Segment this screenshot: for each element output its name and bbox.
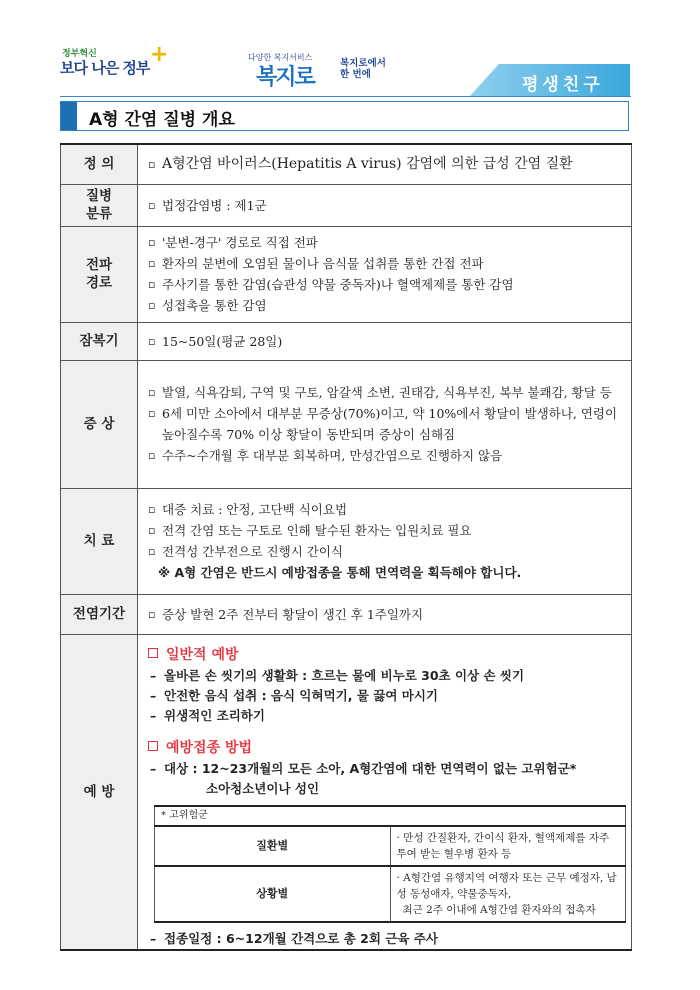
disease-label: 질환별 bbox=[155, 826, 391, 866]
page-title: A형 간염 질병 개요 bbox=[89, 110, 235, 130]
contagious-text: ▫ 증상 발현 2주 전부터 황달이 생긴 후 1주일까지 bbox=[148, 604, 621, 625]
square-bullet-icon bbox=[148, 648, 158, 658]
row-content-treatment bbox=[138, 488, 632, 594]
list-item: – 위생적인 조리하기 bbox=[150, 707, 265, 723]
list-item: ▫ 환자의 분변에 오염된 물이나 음식물 섭취를 통한 간접 전파 bbox=[148, 253, 621, 274]
gov-innovation-logo bbox=[60, 42, 170, 90]
table-row bbox=[61, 594, 632, 634]
list-item: ▫ 전격 간염 또는 구토로 인해 탈수된 환자는 입원치료 필요 bbox=[148, 520, 621, 541]
row-label-transmission: 전파 경로 bbox=[61, 226, 138, 322]
row-label-definition: 정 의 bbox=[61, 144, 138, 184]
bokjiro-logo bbox=[248, 52, 408, 92]
plus-icon: + bbox=[150, 42, 169, 67]
row-content-definition bbox=[138, 144, 632, 184]
list-item: ▫ 6세 미만 소아에서 대부분 무증상(70%)이고, 약 10%에서 황달이 발생하나, 연령이 높아질수록 70% 이상 황달이 동반되며 증상이 심해짐 bbox=[148, 403, 621, 445]
logo2-side-text: 복지로에서 한 번에 bbox=[340, 58, 386, 80]
general-prevention-heading: 일반적 예방 bbox=[148, 645, 621, 666]
row-content-transmission bbox=[138, 226, 632, 322]
logo2-tagline: 다양한 복지서비스 bbox=[248, 53, 313, 62]
table-row bbox=[61, 322, 632, 360]
row-label-contagious-period: 전염기간 bbox=[61, 594, 138, 634]
classification-text: ▫ 법정감염병 : 제1군 bbox=[148, 195, 621, 216]
disease-text: · 만성 간질환자, 간이식 환자, 혈액제제를 자주 투여 받는 혈우병 환자 등 bbox=[390, 826, 626, 866]
list-item: ▫ 전격성 간부전으로 진행시 간이식 bbox=[148, 541, 621, 562]
logo1-small-text: 정부혁신 bbox=[62, 49, 97, 59]
row-label-incubation: 잠복기 bbox=[61, 322, 138, 360]
vaccination-target: – 대상 : 12~23개월의 모든 소아, A형간염에 대한 면역력이 없는 고위험군* bbox=[150, 760, 577, 776]
table-row bbox=[61, 184, 632, 226]
table-row bbox=[61, 634, 632, 950]
table-row bbox=[61, 144, 632, 184]
row-content-prevention bbox=[138, 634, 632, 950]
title-accent-bar bbox=[61, 102, 77, 130]
row-content-symptoms bbox=[138, 360, 632, 488]
high-risk-group-table bbox=[154, 805, 626, 923]
square-bullet-icon bbox=[148, 741, 158, 751]
row-label-classification: 질병 분류 bbox=[61, 184, 138, 226]
situation-text: · A형간염 유행지역 여행자 또는 근무 예정자, 남성 동성애자, 약물중독자, 최근 2주 이내에 A형간염 환자와의 접촉자 bbox=[390, 866, 626, 922]
definition-text: ▫ A형간염 바이러스(Hepatitis A virus) 감염에 의한 급성 간염 질환 bbox=[148, 154, 621, 175]
header-divider bbox=[60, 96, 631, 97]
banner-text: 평생친구 bbox=[522, 75, 604, 95]
vaccination-target-cont: 소아청소년이나 성인 bbox=[206, 780, 320, 796]
row-label-prevention: 예 방 bbox=[61, 634, 138, 950]
list-item: ▫ 발열, 식욕감퇴, 구역 및 구토, 암갈색 소변, 권태감, 식욕부진, 복부 불쾌감, 황달 등 bbox=[148, 382, 621, 403]
row-label-treatment: 치 료 bbox=[61, 488, 138, 594]
row-content-contagious-period bbox=[138, 594, 632, 634]
vaccination-heading: 예방접종 방법 bbox=[148, 738, 621, 759]
high-risk-header: * 고위험군 bbox=[155, 806, 626, 826]
row-label-symptoms: 증 상 bbox=[61, 360, 138, 488]
table-row bbox=[61, 488, 632, 594]
lifetime-friend-banner bbox=[470, 64, 630, 96]
table-row bbox=[61, 360, 632, 488]
list-item: ▫ 대증 치료 : 안정, 고단백 식이요법 bbox=[148, 499, 621, 520]
list-item: – 안전한 음식 섭취 : 음식 익혀먹기, 물 끓여 마시기 bbox=[150, 687, 438, 703]
disease-overview-table bbox=[60, 143, 632, 951]
page-title-box bbox=[60, 101, 629, 131]
situation-label: 상황별 bbox=[155, 866, 391, 922]
logo2-wordmark: 복지로 bbox=[256, 65, 314, 90]
logo1-main-text: 보다 나은 정부 bbox=[60, 59, 150, 77]
list-item: ▫ 성접촉을 통한 감염 bbox=[148, 295, 621, 316]
vaccination-note: ※ A형 간염은 반드시 예방접종을 통해 면역력을 획득해야 합니다. bbox=[158, 565, 522, 580]
list-item: – 올바른 손 씻기의 생활화 : 흐르는 물에 비누로 30초 이상 손 씻기 bbox=[150, 667, 525, 683]
list-item: ▫ '분변-경구' 경로로 직접 전파 bbox=[148, 232, 621, 253]
table-row bbox=[61, 226, 632, 322]
list-item: ▫ 수주~수개월 후 대부분 회복하며, 만성간염으로 진행하지 않음 bbox=[148, 445, 621, 466]
row-content-incubation bbox=[138, 322, 632, 360]
incubation-text: ▫ 15~50일(평균 28일) bbox=[148, 331, 621, 352]
list-item: ▫ 주사기를 통한 감염(습관성 약물 중독자)나 혈액제제를 통한 감염 bbox=[148, 274, 621, 295]
vaccination-schedule: – 접종일정 : 6~12개월 간격으로 총 2회 근육 주사 bbox=[150, 930, 438, 946]
row-content-classification bbox=[138, 184, 632, 226]
